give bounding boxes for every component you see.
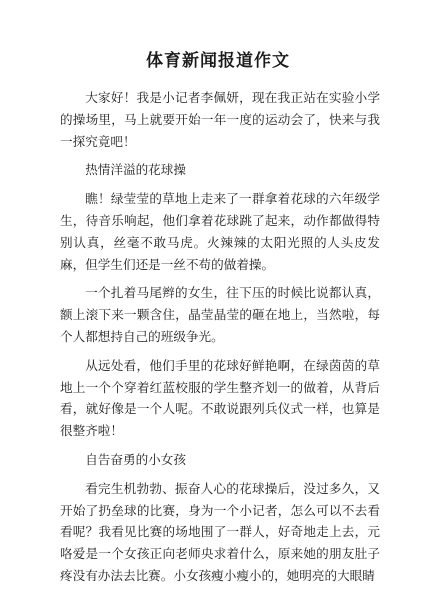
paragraph: 从远处看，他们手里的花球好鲜艳啊，在绿茵茵的草地上一个个穿着红蓝校服的学生整齐划一的做着，从背后看，就好像是一个人呢。不敢说跟列兵仪式一样，也算是很整齐啦！ xyxy=(60,357,380,439)
paragraph: 瞧！绿莹莹的草地上走来了一群拿着花球的六年级学生，待音乐响起，他们拿着花球跳了起来，动作都做得特别认真，丝毫不敢马虎。火辣辣的太阳光照的人头皮发麻，但学生们还是一丝不苟的做着操。 xyxy=(60,191,380,272)
section-heading-brave-girl: 自告奋勇的小女孩 xyxy=(85,451,186,467)
paragraph-intro: 大家好！我是小记者李佩妍，现在我正站在实验小学的操场里，马上就要开始一年一度的运动会了，快来与我一探究竟吧！ xyxy=(60,90,380,149)
paragraph: 一个扎着马尾辫的女生，往下压的时候比说都认真，额上滚下来一颗含住，晶莹晶莹的砸在地上，当然啦，每个人都想持自己的班级争光。 xyxy=(60,285,380,344)
document-title: 体育新闻报道作文 xyxy=(146,51,290,71)
document-body xyxy=(60,87,380,587)
section-heading-flower-ball: 热情洋溢的花球操 xyxy=(85,162,186,178)
paragraph: 看完生机勃勃、振奋人心的花球操后，没过多久，又开始了扔垒球的比赛，身为一个小记者，怎么可以不去看看呢？我看见比赛的场地围了一群人，好奇地走上去，元咯爱是一个女孩正向老师央求着什么，原来她的朋友肚子疼没有办法去比赛。小女孩瘦小瘦小的，她明亮的大眼睛 xyxy=(60,480,380,583)
